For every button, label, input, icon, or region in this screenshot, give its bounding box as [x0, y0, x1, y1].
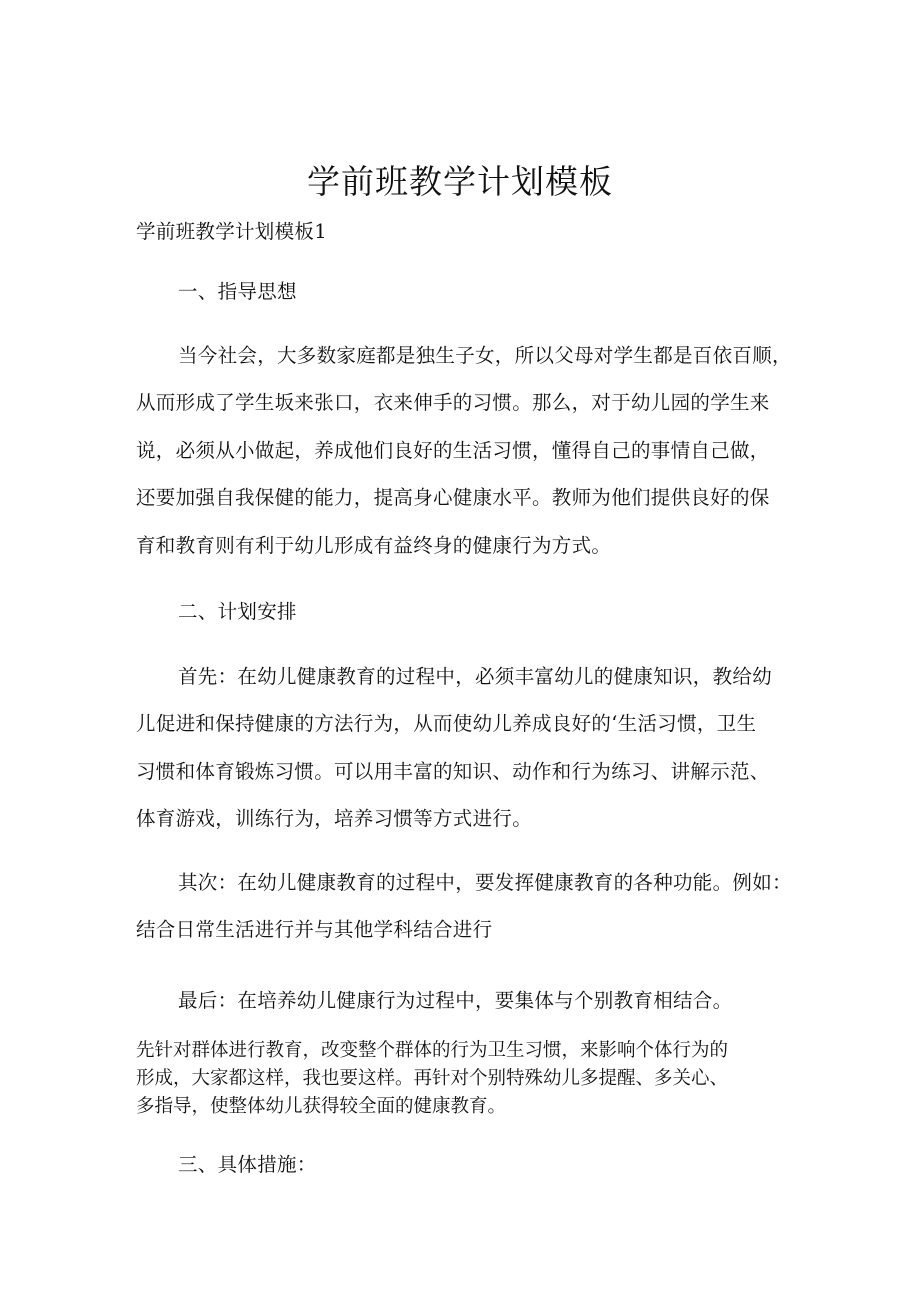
paragraph-line: 首先：在幼儿健康教育的过程中，必须丰富幼儿的健康知识，教给幼 [178, 665, 773, 688]
section-heading-guiding-ideology: 一、指导思想 [178, 280, 297, 303]
paragraph-line: 说，必须从小做起，养成他们良好的生活习惯，懂得自己的事情自己做， [136, 439, 770, 462]
paragraph-line: 体育游戏，训练行为，培养习惯等方式进行。 [136, 807, 533, 830]
document-subtitle: 学前班教学计划模板1 [136, 220, 327, 243]
section-heading-plan-arrangement: 二、计划安排 [178, 600, 297, 623]
paragraph-line: 形成，大家都这样，我也要这样。再针对个别特殊幼儿多提醒、多关心、 [136, 1068, 729, 1089]
paragraph-line: 先针对群体进行教育，改变整个群体的行为卫生习惯，来影响个体行为的 [136, 1040, 729, 1061]
document-title: 学前班教学计划模板 [307, 162, 613, 201]
paragraph-line: 其次：在幼儿健康教育的过程中，要发挥健康教育的各种功能。例如： [178, 871, 792, 894]
paragraph-line: 习惯和体育锻炼习惯。可以用丰富的知识、动作和行为练习、讲解示范、 [136, 760, 770, 783]
section-heading-specific-measures: 三、具体措施： [178, 1153, 317, 1176]
paragraph-line: 育和教育则有利于幼儿形成有益终身的健康行为方式。 [136, 534, 612, 557]
paragraph-line: 从而形成了学生坂来张口，衣来伸手的习惯。那么，对于幼儿园的学生来 [136, 391, 770, 414]
paragraph-line: 还要加强自我保健的能力，提高身心健康水平。教师为他们提供良好的保 [136, 486, 770, 509]
paragraph-line: 当今社会，大多数家庭都是独生子女，所以父母对学生都是百依百顺， [178, 344, 792, 367]
paragraph-line: 儿促进和保持健康的方法行为，从而使幼儿养成良好的‘生活习惯，卫生 [136, 712, 757, 735]
paragraph-line: 最后：在培养幼儿健康行为过程中，要集体与个别教育相结合。 [178, 989, 733, 1012]
paragraph-line: 多指导，使整体幼儿获得较全面的健康教育。 [136, 1096, 507, 1117]
paragraph-line: 结合日常生活进行并与其他学科结合进行 [136, 918, 493, 941]
